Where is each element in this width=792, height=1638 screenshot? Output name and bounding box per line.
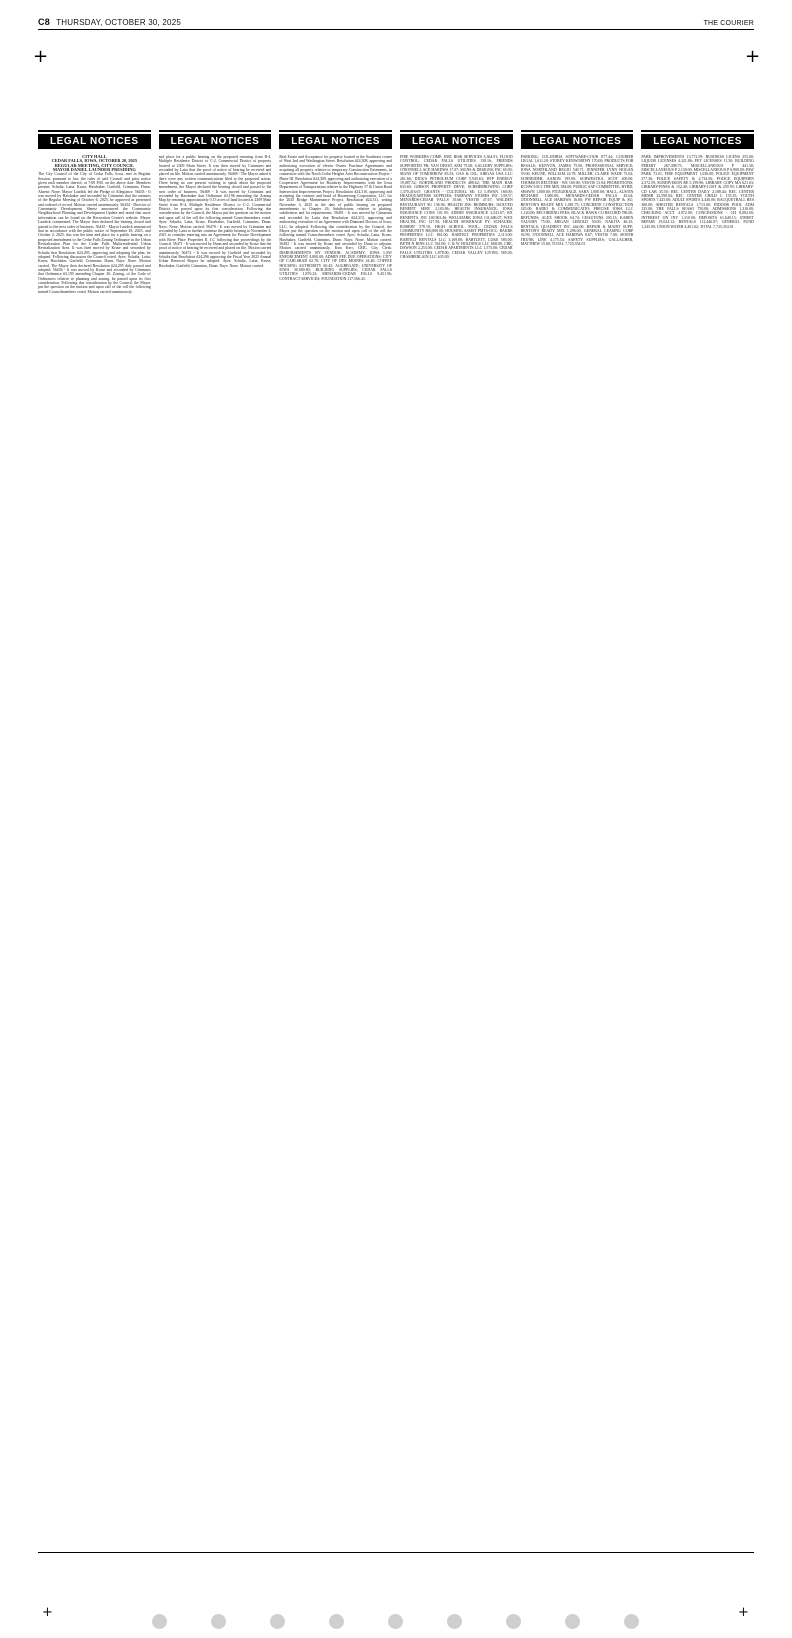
notices-column-1 [38,130,151,1550]
column-heading: LEGAL NOTICES [641,134,754,149]
page-header [38,8,754,30]
registration-dot [506,1614,521,1629]
column-text: PARK IMPROVEMENTS 13,772.59; BUSINESS LICENS 255.00; LIQUOR LICENSES 4,321.86; PET LICENSES 11.50; BUILDING PERMIT 267,498.75; MISCELLANEOUS P 441.30; MISCELLANEOUS P 2,130.00; MISCELLANEOUS P 6,900.00; PAW PARK 73.01; FIRE EQUIPMENT 1,030.00; POLICE EQUIPMENT 377.36; POLICE SAFETY & 2,734.56; POLICE EQUIPMEN 2,572.59; SUBDIVISION RE 5,199.96; LIBRARY COPY MA 621.03; LIBRARY-FINES & 152.40; LIBRARY-LOST & 259.59; LIBRARY-CD LAB 35.50; REC CENTER DAILY 2,188.44; REC CENTER MEMB 22,590.04; REC CENTER CHILD C 135.35; YOUTH SPORTS 7,425.00; ADULT SPORTS 4,440.00; RACQUETBALL RES 300.00; SHELTER RENTALS 1,713.00; INDOOR POOL ADM 135.00; THE FALLS SEASO 750.00; ADMISSIONS 1,310.00; CHECKING ACCT 4,972.00; CONCESSIONS - CH 8,082.00; INTEREST ON INV 1,310.00; DEPOSITS 61,649.13; STREET REPAIR 19,024.12; RENTALS 112,446.07; GENERAL FUND 1,245.00; UNION WATER 4,401.62; TOTAL 7,725,354.01 [641,155,754,229]
column-body [521,155,634,246]
column-text: PARKING; COLUMBIA SOFTWARE-COUR 877.44; COURIER LEGAL 1,611.20; STOREY KENWORTHY 170.00; PRODUCTS FOR RESALE; KENYON, JAMES 75.00; PROFESSIONAL SERVICE; IOWA NORTHLAND REGIO 540.71; JENNIFER LYNN HOGAN 95.00; KEUNE, WILLIAM 24.78; MILLER, CLAIRE WADE 75.63; SCHNEIDER, AARON 195.00; SCHWESTKA, SCOT 200.00; THOMSON REUTERS - WE 169.00; VESTIS 13.94; PROMOTIONS; KCNW-103.5 THE MIX 384.00; PUBLIC SAF COMMITTEE; BYRD, SHAWN 1,000.00; FITZGERALD, SARA 1,000.00; HALL, AUSTIN RICHARD 1,000.00; MENARDS-CEDAR FALLS 45.04; O'DONNELL ACE HARDWA 16.00; PW REPAIR EQUIP & SU; BENTON'S READY MIX 1,081.75; CONCRETE CONSTRUCTION 325.00; RADIO & COMMUNICATIO; PRECISE IOWA LLC 1,120.00; RECORDING FEES; BLACK HAWK CO RECORD 786.00; REFUNDS; ALEX SHOOK 64.74; CHAUTONS 203.13; KAREN VAUGHN 75.00; MEGAN LEBOLD 50.00; NAKITA 46.25; RENTALS; QUADIENT INC 444.00; REPAIR & MAINT SUPP; BENTON'S READY MIX 1,296.00; GENERAL LEASING CORP 82.99; O'DONNELL ACE HARDWA 8.67; VESTIS 7.80; SEWER TRUNK LINE 4,175.54; SAFETY SUPPLIES; GALLAGHER, MATTHEW 15.60; TOTAL 7,725,354.01 [520,155,634,246]
registration-mark-right: + [745,46,761,67]
publication-name: THE COURIER [703,20,754,27]
notices-column-4 [400,130,513,1550]
notices-column-5 [521,130,634,1550]
column-heading: LEGAL NOTICES [159,134,272,149]
crop-mark-right: + [738,1605,749,1620]
registration-mark-left: + [33,46,49,67]
bottom-rule [38,1552,754,1553]
crop-mark-left: + [42,1605,53,1620]
column-text: Real Estate and Acceptance for property located at the Southeast corner of West 2nd and Washington Street. Resolution #24,308, approving and authorizing execution of eleven Owner Purchase Agreements and acquiring all property relative to temporary Construction Easements, in connection with the North Cedar Heights Area Reconstruction Project - Phase III. Resolution #24,309, approving and authorizing execution of a Cooperative Agreement for Roadway Improvements with the Iowa Department of Transportation relative to the Highway 57 & Union Road Intersection Improvements Project. Resolution #24,310, approving and accepting the contract and bond of Boomerang Corporation, LLC for the 2025 Bridge Maintenance Project. Resolution #24,311, setting November 3, 2025 as the date of public hearing on proposed amendments to Chapter 26, Subdivisions, relative to platting, subdivision and lot requirements. 56491 - It was moved by Crimmins and seconded by Latta that Resolution #24,313, approving and authorizing execution of an Agreement with Diamond Doctors of Iowa, LLC, be adopted. Following due consideration by the Council, the Mayor put the question on the motion and upon call of the roll the following named Councilmembers voted. Ayes: Schultz, Latta, Kruse, Hawbaker, Garfield, Crimmins, Dunn. Nays: None. Motion carried. 56492 - It was moved by Kruse and seconded by Dunn to adjourn. Motion carried unanimously. Kim Kerr, CMC, City Clerk. DISBURSEMENTS BY VENDOR: ACADEMY; IOWA LAW ENFORCEMENT 4,800.00; ADMIN FEE DUE OPERATIONS; CITY OF CARLSBAD 62.78; CITY OF DES MOINES 24.40; COFFEE HOUSING AUTHORITY 60.45; AGGREGATE; UNIVERSITY OF IOWA 30,000.00; BUILDING SUPPLIES; CEDAR FALLS UTILITIES 1,876.23; MENARDS-CEDAR FALLS 9,451.96; CONTRACT SERVICES; FOUNDATION 117,566.43. [279,155,392,281]
registration-dot [565,1614,580,1629]
registration-dot [447,1614,462,1629]
page-dateline [38,17,181,27]
column-heading: LEGAL NOTICES [279,134,392,149]
registration-dot [388,1614,403,1629]
column-title: CITY HALL CEDAR FALLS, IOWA, OCTOBER 20, 2025 REGULAR MEETING, CITY COUNCIL MAYOR DANIEL LAUNDER PRESIDING [51,154,138,173]
column-heading: LEGAL NOTICES [521,134,634,149]
registration-dot [211,1614,226,1629]
registration-dot [329,1614,344,1629]
column-body [400,155,513,259]
registration-dot [624,1614,639,1629]
column-heading: LEGAL NOTICES [400,134,513,149]
column-text: The City Council of the City of Cedar Falls, Iowa, met in Regular Session, pursuant to law, the rules of said Council and prior notice given each member thereof, at 7:00 P.M. on the above date. Members present: Schultz, Latta, Kruse, Hawbaker, Garfield, Crimmins, Dunn. Absent: None. Mayor Laudick led the Pledge of Allegiance. 56433 - It was moved by Hawbaker and seconded by Crimmins that the minutes of the Regular Meeting of October 6, 2025, be approved as presented and ordered of record. Motion carried unanimously. 56434 - Director of Community Development Sheetz announced the Community Neighborhood Planning and Development Update and noted that more information can be found on the Recreation Center's website. Mayor Laudick commented. The Mayor then declared the hearing closed and passed to the next order of business. 56435 - Mayor Laudick announced that in accordance with the public notice of September 18, 2025, and October 2, 2025, this was the time and place for a public hearing on a proposed amendment to the Cedar Falls Zoning Ordinance in the Urban Revitalization Plan for the Cedar Falls Multiresidential Urban Revitalization Area. It was then moved by Kruse and seconded by Schultz that Resolution #24,295, approving and adopting the plan, be adopted. Following discussion the Council voted. Ayes: Schultz, Latta, Kruse, Hawbaker, Garfield, Crimmins, Dunn. Nays: None. Motion carried. The Mayor then declared Resolution #24,295 duly passed and adopted. 56436 - It was moved by Kruse and seconded by Crimmins that Ordinance #3,195 amending Chapter 26, Zoning, of the Code of Ordinances relative to planning and zoning, be passed upon its first consideration. Following due consideration by the Council, the Mayor put the question on the motion and upon call of the roll the following named Councilmembers voted. Motion carried unanimously. [38,172,151,294]
page-number: C8 [38,17,50,27]
page-date: THURSDAY, OCTOBER 30, 2025 [56,18,181,27]
column-text: FIRE WORKERS COMP; EMC RISK SERVICES 3,364.91; FLOOD CONTROL; CEDAR FALLS UTILITIES 158.16; FRIENDS SUPPORTED PR; VAN DEEST, KIM 75.00; GALLERY SUPPLIES; O'DONNELL ACE HARDWA 17.07; SIGNS & DESIGNS, INC 65.00; SIGNS OF TOMORROW 83.53; GAS & OIL; AIRGAS USA LLC 261.60; DICK'S PETROLEUM CORP 5,945.63; HTP ENERGY 19,087.52; NORTHLAND PRODUCTS 488.62; THE MAIN BAR 633.60; GIBSON PROPERTY DEVE; SCHMERBOWING CORP 1,370,416.67; GRANTS - CULTURAL SE; LI LAWAN 160.00; HEADQUARTERS SUPPLIES; FAREWAY STORES INC 139.57; MENARDS-CEDAR FALLS 35.60; VESTIS 47.67; WALDEN RESTAURANT SU 136.94; HEALTH INS. REIMBURS; ISOLVED BENEFIT SERV 2,103.06; HEALTH INSURANCE; IOWA INSURANCE CONS 101.59; ADMIN INSURANCE 3,541.67; RX BENEFITS, INC 169,963.46; WELLMARK IOWA 131,686.07; WEX HEALTH, INC 127.50; HEALTH SEWERAGE PY; SCHAUER, ROBERT 578.10; HIGH SCHOOL POOL; CEDAR FALLS COMMUNITY 800,000.00; HOUSING ASSIST PMTS-OCC; BAKRE PROPERTIES LLC 861.00; BARTELT PROPERTIES 2,113.00; BARTELT RENTALS LLC 3,169.00; BARTLETT, LUKE 585.00; BETH N BINS LLC 561.00; C & W HOLDINGS LLC 668.00; CBE, DAWSON 2,253.00; CEDAR APARTMENTS LLC 1,575.00; CEDAR FALLS UTILITIES 1,878.00; CEDAR VALLEY LIVING 585.00; CHAMBERLAIN LLC 635.00. [399,155,513,259]
legal-notices-columns [38,130,754,1550]
column-body [279,155,392,281]
color-registration-strip [0,1614,792,1630]
column-body [641,155,754,229]
column-body [159,155,272,268]
registration-dot [270,1614,285,1629]
column-text: and place for a public hearing on the proposed rezoning from R-4, Multiple Residence District to C-2, Commercial District of property located at 2309 Main Street. It was then moved by Crimmins and seconded by Latta that the proof of notice of hearing be received and placed on file. Motion carried unanimously. 56468 - The Mayor asked if there were any written communications filed to the proposed action. There being no one present wishing to speak about the proposed amendment, the Mayor declared the hearing closed and passed to the next order of business. 56469 - It was moved by Crimmins and seconded by Hawbaker that Ordinance #3,196 amending the Zoning Map by rezoning approximately 0.15 acres of land located at 2309 Main Street from R-4, Multiple Residence District to C-2, Commercial District, be passed upon its first consideration. Following due consideration by the Council, the Mayor put the question on the motion and upon call of the roll the following named Councilmembers voted. Ayes: Schultz, Latta, Kruse, Hawbaker, Garfield, Crimmins, Dunn. Nays: None. Motion carried. 56470 - It was moved by Crimmins and seconded by Latta to further continue the public hearing to November 3, 2025 to consider entering into an Agreement for Private Development with River Place Properties II, LC following due proceedings by the Council. 56471 - It was moved by Dunn and seconded by Kruse that the proof of notice of hearing be received and placed on file. Motion carried unanimously. 56472 - It was moved by Garfield and seconded by Schultz that Resolution #24,296 approving the Fiscal Year 2025 Annual Urban Renewal Report be adopted. Ayes: Schultz, Latta, Kruse, Hawbaker, Garfield, Crimmins, Dunn. Nays: None. Motion carried. [158,155,272,268]
column-body [38,155,151,294]
notices-column-6 [641,130,754,1550]
notices-column-2 [159,130,272,1550]
registration-dot [152,1614,167,1629]
column-heading: LEGAL NOTICES [38,134,151,149]
notices-column-3 [279,130,392,1550]
